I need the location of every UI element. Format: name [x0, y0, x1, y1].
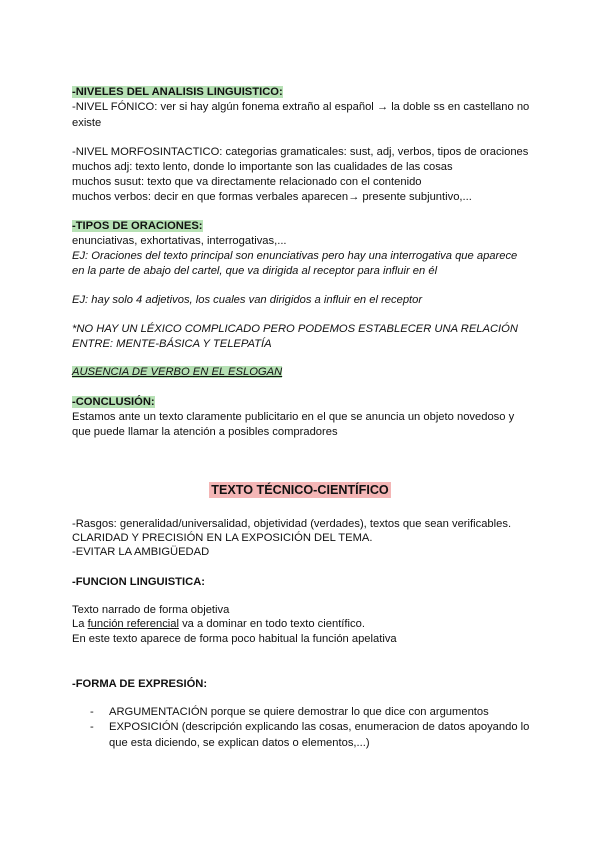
conclusion-heading: -CONCLUSIÓN:	[72, 396, 155, 408]
bullet-dash: -	[90, 706, 94, 718]
bullet-dash: -	[90, 721, 94, 733]
forma-heading: -FORMA DE EXPRESIÓN:	[72, 678, 208, 690]
conclusion-line: Estamos ante un texto claramente publicitario en el que se anuncia un objeto novedoso y	[72, 411, 515, 423]
bullet-text: ARGUMENTACIÓN porque se quiere demostrar lo que dice con argumentos	[109, 706, 489, 718]
funcion-line-2: La función referencial va a dominar en todo texto científico.	[72, 618, 365, 630]
claridad-line: CLARIDAD Y PRECISIÓN EN LA EXPOSICIÓN DEL TEMA.	[72, 532, 373, 544]
funcion-line-1: Texto narrado de forma objetiva	[72, 604, 230, 616]
funcion-line-3: En este texto aparece de forma poco habitual la función apelativa	[72, 633, 397, 645]
tipos-list: enunciativas, exhortativas, interrogativas,...	[72, 235, 287, 247]
muchos-verbos-line: muchos verbos: decir en que formas verbales aparecen→ presente subjuntivo,...	[72, 191, 472, 203]
muchos-adj-line: muchos adj: texto lento, donde lo importante son las cualidades de las cosas	[72, 161, 453, 173]
evitar-line: -EVITAR LA AMBIGÜEDAD	[72, 546, 210, 558]
rasgos-line: -Rasgos: generalidad/universalidad, objetividad (verdades), textos que sean verificables.	[72, 518, 512, 530]
nivel-morfo-line: -NIVEL MORFOSINTACTICO: categorias gramaticales: sust, adj, verbos, tipos de oraciones	[72, 146, 529, 158]
nota-lexico-line-2: ENTRE: MENTE-BÁSICA Y TELEPATÍA	[72, 338, 272, 350]
tipos-heading: -TIPOS DE ORACIONES:	[72, 220, 203, 232]
niveles-heading: -NIVELES DEL ANALISIS LINGUISTICO:	[72, 86, 283, 98]
section-title: TEXTO TÉCNICO-CIENTÍFICO	[211, 483, 389, 497]
conclusion-line-2: que puede llamar la atención a posibles compradores	[72, 426, 338, 438]
bullet-text: EXPOSICIÓN (descripción explicando las cosas, enumeracion de datos apoyando lo	[109, 721, 530, 733]
ejemplo-2-line: EJ: hay solo 4 adjetivos, los cuales van dirigidos a influir en el receptor	[72, 294, 423, 306]
nivel-fonico-line-2: existe	[72, 117, 102, 129]
nivel-fonico-line: -NIVEL FÓNICO: ver si hay algún fonema extraño al español → la doble ss en castellano no	[72, 101, 530, 113]
funcion-heading: -FUNCION LINGUISTICA:	[72, 576, 205, 588]
ejemplo-1-line-2: en la parte de abajo del cartel, que va dirigida al receptor para influir en él	[72, 265, 438, 277]
funcion-referencial-term: función referencial	[87, 618, 179, 630]
nota-lexico-line: *NO HAY UN LÉXICO COMPLICADO PERO PODEMOS ESTABLECER UNA RELACIÓN	[72, 323, 518, 335]
muchos-sust-line: muchos susut: texto que va directamente relacionado con el contenido	[72, 176, 422, 188]
ejemplo-1-line: EJ: Oraciones del texto principal son enunciativas pero hay una interrogativa que aparece	[72, 250, 518, 262]
ausencia-verbo: AUSENCIA DE VERBO EN EL ESLOGAN	[72, 366, 283, 378]
bullet-text-cont: que esta diciendo, se explican datos o elementos,...)	[109, 737, 370, 749]
